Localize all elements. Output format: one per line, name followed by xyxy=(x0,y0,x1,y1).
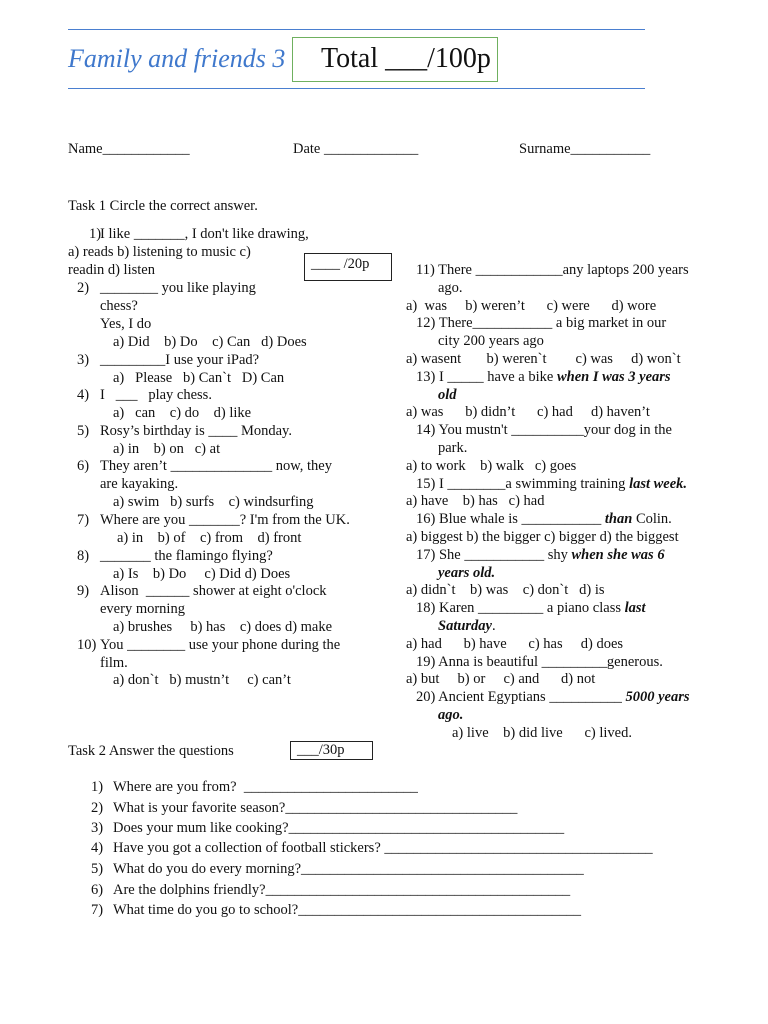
task2-q4-text[interactable]: Have you got a collection of football stickers? _____________________________________ xyxy=(113,840,653,856)
q17-text: She ___________ shy xyxy=(438,546,572,563)
worksheet-title: Family and friends 3 xyxy=(68,44,286,73)
q10-text-line1: You ________ use your phone during the xyxy=(100,637,341,653)
date-field[interactable]: Date _____________ xyxy=(293,141,419,157)
q20-emphasis: 5000 years xyxy=(625,689,690,706)
q15-number: 15) xyxy=(416,475,436,492)
q3-number: 3) xyxy=(77,352,90,368)
top-rule xyxy=(68,29,645,30)
task1-score-text: ____ /20p xyxy=(311,256,370,272)
q9-options: a) brushes b) has c) does d) make xyxy=(113,619,333,635)
q12-text-line2: city 200 years ago xyxy=(438,333,544,350)
task1-instruction: Task 1 Circle the correct answer. xyxy=(68,198,258,214)
task2-score-box xyxy=(290,741,373,760)
q2-text-line2: chess? xyxy=(100,298,138,314)
q9-text-line2: every morning xyxy=(100,601,185,617)
q17-options: a) didn`t b) was c) don`t d) is xyxy=(406,582,605,599)
q12-text-line1: There___________ a big market in our xyxy=(438,315,667,332)
q18-number: 18) xyxy=(416,600,436,617)
q16-emphasis: than xyxy=(604,511,633,528)
name-field[interactable]: Name____________ xyxy=(68,141,190,157)
task2-q2-number: 2) xyxy=(91,800,104,816)
q18-text-after: . xyxy=(492,617,496,634)
q6-text-line1: They aren’t ______________ now, they xyxy=(100,458,332,474)
q4-options: a) can c) do d) like xyxy=(113,405,252,421)
q10-number: 10) xyxy=(77,637,97,653)
q19-options: a) but b) or c) and d) not xyxy=(406,671,596,688)
q16-text: Blue whale is ___________ xyxy=(438,511,605,528)
task2-q1-number: 1) xyxy=(91,779,104,795)
q4-number: 4) xyxy=(77,387,90,403)
q11-options: a) was b) weren’t c) were d) wore xyxy=(406,297,657,314)
q15-emphasis: last week. xyxy=(629,475,688,492)
q6-options: a) swim b) surfs c) windsurfing xyxy=(113,494,314,510)
q17-emphasis: when she was 6 xyxy=(571,546,665,563)
q18-emphasis: last xyxy=(624,600,646,617)
q7-text: Where are you _______? I'm from the UK. xyxy=(100,512,350,528)
task1-right-column xyxy=(406,262,706,743)
q13-number: 13) xyxy=(416,368,436,385)
task2-q5-text[interactable]: What do you do every morning?_______________________________________ xyxy=(113,861,584,877)
q18-options: a) had b) have c) has d) does xyxy=(406,635,624,652)
q1-number: 1) xyxy=(89,226,102,242)
q13-options: a) was b) didn’t c) had d) haven’t xyxy=(406,404,650,421)
q16-number: 16) xyxy=(416,511,436,528)
q8-options: a) Is b) Do c) Did d) Does xyxy=(113,566,291,582)
task2-score-text: ___/30p xyxy=(297,742,345,758)
q18-emphasis-line2: Saturday xyxy=(438,617,492,634)
q20-number: 20) xyxy=(416,689,436,706)
q9-text-line1: Alison ______ shower at eight o'clock xyxy=(100,583,327,599)
task2-q5-number: 5) xyxy=(91,861,104,877)
q16-text-after: Colin. xyxy=(632,511,672,528)
q2-text-line1: ________ you like playing xyxy=(100,280,256,296)
q8-number: 8) xyxy=(77,548,90,564)
q11-text-line2: ago. xyxy=(438,279,463,296)
q2-options: a) Did b) Do c) Can d) Does xyxy=(113,334,307,350)
q16-options: a) biggest b) the bigger c) bigger d) the biggest xyxy=(406,528,679,545)
bottom-rule xyxy=(68,88,645,89)
q18-text: Karen _________ a piano class xyxy=(438,600,625,617)
task2-q6-text[interactable]: Are the dolphins friendly?__________________________________________ xyxy=(113,882,571,898)
q7-number: 7) xyxy=(77,512,90,528)
q14-text-line1: You mustn't __________your dog in the xyxy=(438,422,672,439)
q11-text-line1: There ____________any laptops 200 years xyxy=(438,262,689,278)
q10-text-line2: film. xyxy=(100,655,128,671)
task1-score-box xyxy=(304,253,392,281)
q20-options: a) live b) did live c) lived. xyxy=(452,724,632,741)
q14-options: a) to work b) walk c) goes xyxy=(406,457,577,474)
task2-q1-text[interactable]: Where are you from? ________________________ xyxy=(113,779,418,795)
q12-options: a) wasent b) weren`t c) was d) won`t xyxy=(406,350,681,367)
task2-q3-text[interactable]: Does your mum like cooking?______________________________________ xyxy=(113,820,565,836)
q19-number: 19) xyxy=(416,653,436,670)
q15-text: I ________a swimming training xyxy=(438,475,630,492)
q19-text: Anna is beautiful _________generous. xyxy=(438,653,663,670)
task2-q6-number: 6) xyxy=(91,882,104,898)
q1-text: I like _______, I don't like drawing, xyxy=(100,226,309,242)
q2-number: 2) xyxy=(77,280,90,296)
q15-options: a) have b) has c) had xyxy=(406,493,545,510)
q13-text: I _____ have a bike xyxy=(438,368,557,385)
q14-number: 14) xyxy=(416,422,436,439)
q1-options-line2: readin d) listen xyxy=(68,262,155,278)
q7-options: a) in b) of c) from d) front xyxy=(117,530,302,546)
task2-q3-number: 3) xyxy=(91,820,104,836)
q2-text-line3: Yes, I do xyxy=(100,316,152,332)
q3-text: _________I use your iPad? xyxy=(100,352,260,368)
q13-emphasis: when I was 3 years xyxy=(556,368,671,385)
task2-q4-number: 4) xyxy=(91,840,104,856)
q20-text: Ancient Egyptians __________ xyxy=(438,689,626,706)
task2-instruction: Task 2 Answer the questions xyxy=(68,743,234,759)
total-score-text: Total ___/100p xyxy=(321,43,491,74)
q14-text-line2: park. xyxy=(438,439,468,456)
total-score-box xyxy=(292,37,498,82)
task2-q7-text[interactable]: What time do you go to school?_______________________________________ xyxy=(113,902,581,918)
q1-options-line1: a) reads b) listening to music c) xyxy=(68,244,251,260)
q6-number: 6) xyxy=(77,458,90,474)
q11-number: 11) xyxy=(416,262,435,278)
q12-number: 12) xyxy=(416,315,436,332)
q13-emphasis-line2: old xyxy=(438,386,457,403)
task2-q7-number: 7) xyxy=(91,902,104,918)
task2-q2-text[interactable]: What is your favorite season?________________________________ xyxy=(113,800,518,816)
q6-text-line2: are kayaking. xyxy=(100,476,179,492)
q17-number: 17) xyxy=(416,546,436,563)
q3-options: a) Please b) Can`t D) Can xyxy=(113,370,285,386)
q10-options: a) don`t b) mustn’t c) can’t xyxy=(113,672,291,688)
q5-number: 5) xyxy=(77,423,90,439)
q5-options: a) in b) on c) at xyxy=(113,441,221,457)
q17-emphasis-line2: years old. xyxy=(438,564,496,581)
q4-text: I ___ play chess. xyxy=(100,387,212,403)
q9-number: 9) xyxy=(77,583,90,599)
q8-text: _______ the flamingo flying? xyxy=(100,548,273,564)
surname-field[interactable]: Surname___________ xyxy=(519,141,651,157)
q5-text: Rosy’s birthday is ____ Monday. xyxy=(100,423,292,439)
q20-emphasis-line2: ago. xyxy=(438,706,464,723)
